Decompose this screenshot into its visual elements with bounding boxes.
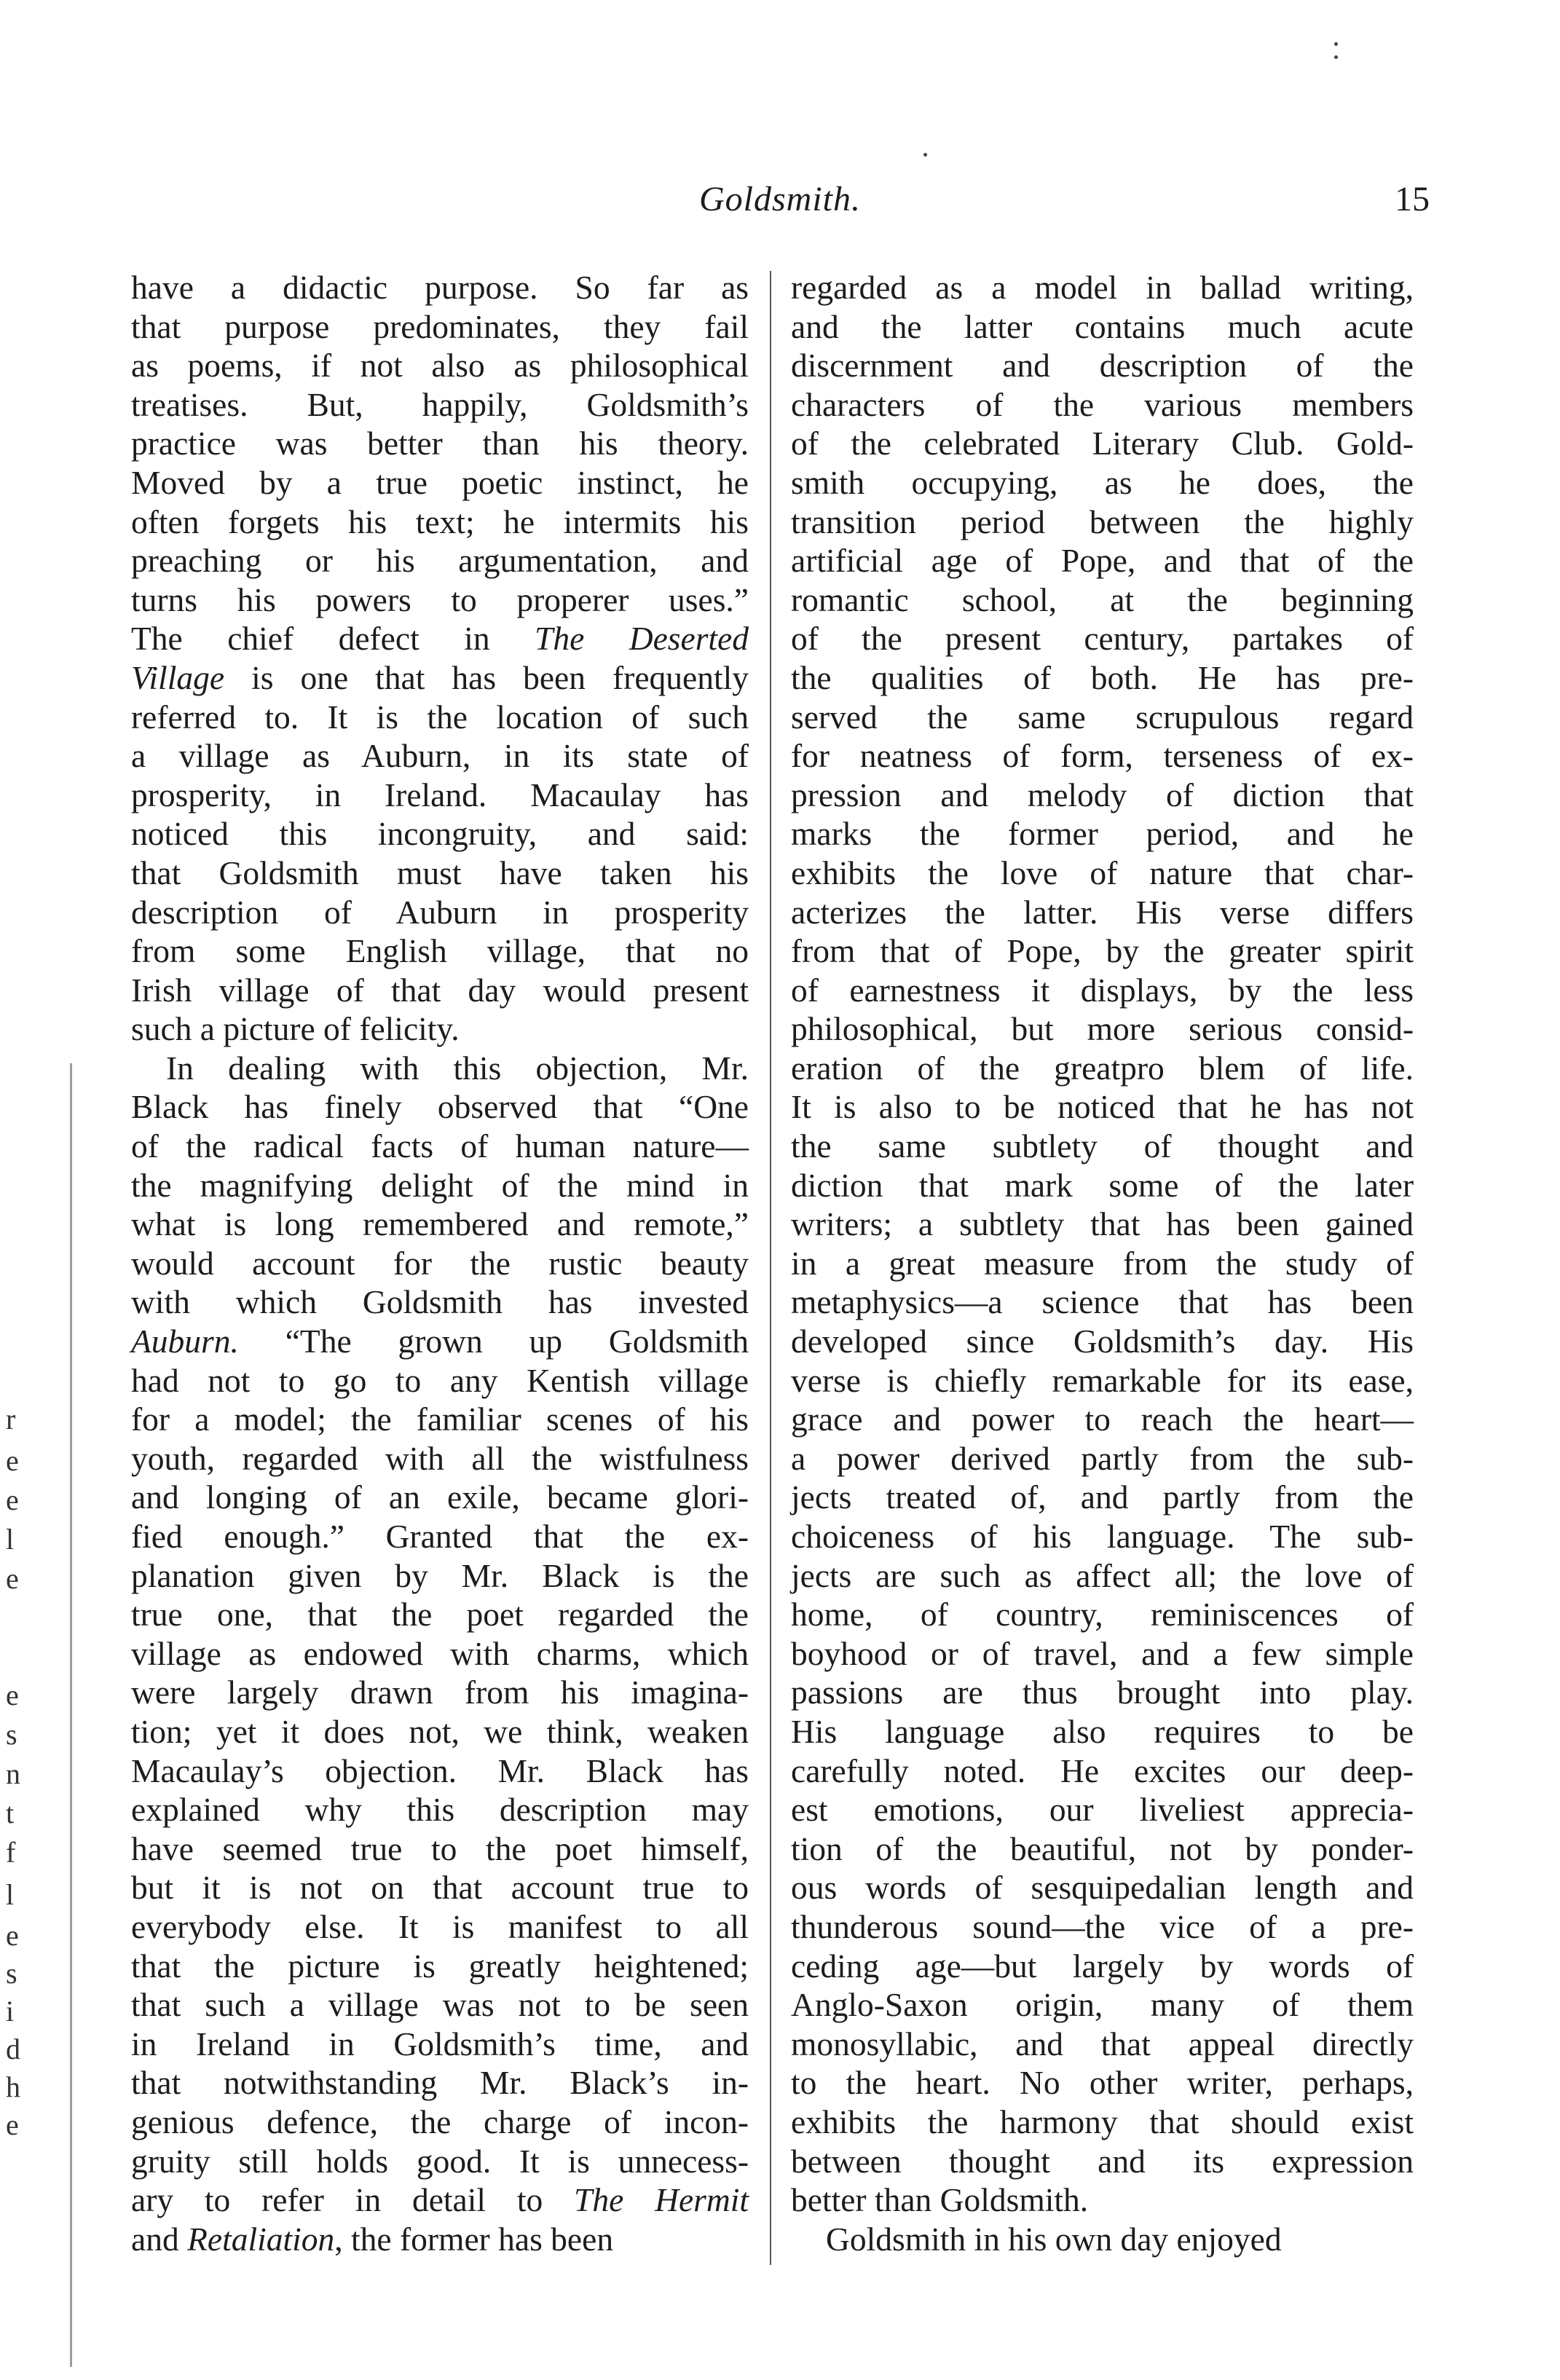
- margin-bleed-char: e: [6, 1562, 19, 1595]
- margin-bleed-char: h: [6, 2070, 20, 2103]
- text-line: writers; a subtlety that has been gained: [791, 1205, 1414, 1243]
- text-line: of the radical facts of human nature—: [131, 1127, 749, 1165]
- text-line: of earnestness it displays, by the less: [791, 971, 1414, 1009]
- column-divider-rule: [770, 271, 771, 2265]
- text-line: exhibits the love of nature that char-: [791, 854, 1414, 891]
- text-line: from some English village, that no: [131, 932, 749, 970]
- text-line: diction that mark some of the later: [791, 1166, 1414, 1204]
- text-line: such a picture of felicity.: [131, 1010, 460, 1048]
- text-line: gruity still holds good. It is unnecess-: [131, 2142, 749, 2180]
- text-line: pression and melody of diction that: [791, 776, 1414, 813]
- text-line: of the celebrated Literary Club. Gold-: [791, 425, 1414, 462]
- text-line: Macaulay’s objection. Mr. Black has: [131, 1751, 749, 1789]
- right-text-column: [791, 268, 1414, 2258]
- text-line: tion of the beautiful, not by ponder-: [791, 1829, 1414, 1867]
- margin-bleed-char: l: [6, 1878, 15, 1911]
- text-line: planation given by Mr. Black is the: [131, 1556, 749, 1594]
- margin-bleed-char: s: [6, 1957, 17, 1990]
- text-line: The chief defect in The Deserted: [131, 620, 749, 658]
- margin-bleed-char: i: [6, 1995, 15, 2028]
- text-line: developed since Goldsmith’s day. His: [791, 1323, 1414, 1360]
- text-line: that notwithstanding Mr. Black’s in-: [131, 2064, 749, 2102]
- ink-speck: [1334, 42, 1338, 46]
- text-line: a power derived partly from the sub-: [791, 1439, 1414, 1477]
- margin-bleed-char: f: [6, 1836, 16, 1869]
- margin-bleed-char: l: [6, 1523, 15, 1556]
- margin-bleed-char: e: [6, 1483, 19, 1516]
- text-line: everybody else. It is manifest to all: [131, 1907, 749, 1945]
- text-line: that purpose predominates, they fail: [131, 307, 749, 345]
- text-line: prosperity, in Ireland. Macaulay has: [131, 776, 749, 813]
- text-line: noticed this incongruity, and said:: [131, 815, 749, 853]
- margin-bleed-char: s: [6, 1718, 17, 1751]
- text-line: true one, that the poet regarded the: [131, 1596, 749, 1634]
- text-line: smith occupying, as he does, the: [791, 463, 1414, 501]
- text-line: Moved by a true poetic instinct, he: [131, 463, 749, 501]
- margin-bleed-char: e: [6, 1679, 19, 1711]
- margin-bleed-char: e: [6, 1919, 19, 1952]
- text-line: the same subtlety of thought and: [791, 1127, 1414, 1165]
- text-line: metaphysics—a science that has been: [791, 1283, 1414, 1321]
- text-line: jects treated of, and partly from the: [791, 1478, 1414, 1516]
- page-number: 15: [1395, 180, 1430, 218]
- text-line: genious defence, the charge of incon-: [131, 2103, 749, 2140]
- text-line: In dealing with this objection, Mr.: [166, 1049, 749, 1087]
- text-line: Anglo-Saxon origin, many of them: [791, 1986, 1414, 2024]
- text-line: between thought and its expression: [791, 2142, 1414, 2180]
- text-line: practice was better than his theory.: [131, 425, 749, 462]
- text-line: boyhood or of travel, and a few simple: [791, 1634, 1414, 1672]
- text-line: explained why this description may: [131, 1791, 749, 1829]
- margin-bleed-char: d: [6, 2033, 20, 2065]
- text-line: choiceness of his language. The sub-: [791, 1518, 1414, 1555]
- text-line: est emotions, our liveliest apprecia-: [791, 1791, 1414, 1829]
- text-line: that the picture is greatly heightened;: [131, 1947, 749, 1985]
- text-line: have a didactic purpose. So far as: [131, 269, 749, 306]
- text-line: artificial age of Pope, and that of the: [791, 542, 1414, 580]
- text-line: treatises. But, happily, Goldsmith’s: [131, 385, 749, 423]
- ink-speck: [923, 153, 927, 157]
- text-line: acterizes the latter. His verse differs: [791, 893, 1414, 931]
- text-line: marks the former period, and he: [791, 815, 1414, 853]
- text-line: better than Goldsmith.: [791, 2181, 1089, 2219]
- text-line: the qualities of both. He has pre-: [791, 658, 1414, 696]
- margin-bleed-char: e: [6, 2108, 19, 2141]
- text-line: description of Auburn in prosperity: [131, 893, 749, 931]
- margin-bleed-char: n: [6, 1757, 20, 1790]
- text-line: discernment and description of the: [791, 347, 1414, 385]
- text-line: Black has finely observed that “One: [131, 1088, 749, 1126]
- text-line: jects are such as affect all; the love of: [791, 1556, 1414, 1594]
- text-line: for neatness of form, terseness of ex-: [791, 737, 1414, 775]
- text-line: and longing of an exile, became glori-: [131, 1478, 749, 1516]
- text-line: grace and power to reach the heart—: [791, 1400, 1414, 1438]
- margin-bleed-char: t: [6, 1797, 15, 1829]
- text-line: carefully noted. He excites our deep-: [791, 1751, 1414, 1789]
- text-line: referred to. It is the location of such: [131, 698, 749, 736]
- text-line: exhibits the harmony that should exist: [791, 2103, 1414, 2140]
- text-line: had not to go to any Kentish village: [131, 1361, 749, 1399]
- text-line: from that of Pope, by the greater spirit: [791, 932, 1414, 970]
- text-line: often forgets his text; he intermits his: [131, 503, 749, 540]
- text-line: with which Goldsmith has invested: [131, 1283, 749, 1321]
- text-line: have seemed true to the poet himself,: [131, 1829, 749, 1867]
- text-line: ceding age—but largely by words of: [791, 1947, 1414, 1985]
- text-line: youth, regarded with all the wistfulness: [131, 1439, 749, 1477]
- text-line: passions are thus brought into play.: [791, 1674, 1414, 1711]
- text-line: the magnifying delight of the mind in: [131, 1166, 749, 1204]
- margin-bleed-char: e: [6, 1444, 19, 1477]
- text-line: to the heart. No other writer, perhaps,: [791, 2064, 1414, 2102]
- text-line: transition period between the highly: [791, 503, 1414, 540]
- text-line: village as endowed with charms, which: [131, 1634, 749, 1672]
- left-text-column: [131, 268, 749, 2258]
- text-line: His language also requires to be: [791, 1712, 1414, 1750]
- text-line: monosyllabic, and that appeal directly: [791, 2025, 1414, 2062]
- text-line: were largely drawn from his imagina-: [131, 1674, 749, 1711]
- ink-speck: [1334, 55, 1338, 59]
- text-line: for a model; the familiar scenes of his: [131, 1400, 749, 1438]
- text-line: served the same scrupulous regard: [791, 698, 1414, 736]
- text-line: It is also to be noticed that he has not: [791, 1088, 1414, 1126]
- text-line: Goldsmith in his own day enjoyed: [826, 2220, 1282, 2258]
- text-line: fied enough.” Granted that the ex-: [131, 1518, 749, 1555]
- text-line: what is long remembered and remote,”: [131, 1205, 749, 1243]
- text-line: that such a village was not to be seen: [131, 1986, 749, 2024]
- text-line: a village as Auburn, in its state of: [131, 737, 749, 775]
- text-line: regarded as a model in ballad writing,: [791, 269, 1414, 306]
- text-line: but it is not on that account true to: [131, 1869, 749, 1907]
- text-line: home, of country, reminiscences of: [791, 1596, 1414, 1634]
- text-line: ous words of sesquipedalian length and: [791, 1869, 1414, 1907]
- text-line: Auburn. “The grown up Goldsmith: [131, 1323, 749, 1360]
- text-line: and Retaliation, the former has been: [131, 2220, 614, 2258]
- text-line: thunderous sound—the vice of a pre-: [791, 1907, 1414, 1945]
- text-line: verse is chiefly remarkable for its ease,: [791, 1361, 1414, 1399]
- text-line: in a great measure from the study of: [791, 1244, 1414, 1282]
- text-line: Village is one that has been frequently: [131, 658, 749, 696]
- text-line: philosophical, but more serious consid-: [791, 1010, 1414, 1048]
- text-line: romantic school, at the beginning: [791, 580, 1414, 618]
- text-line: tion; yet it does not, we think, weaken: [131, 1712, 749, 1750]
- text-line: of the present century, partakes of: [791, 620, 1414, 658]
- text-line: and the latter contains much acute: [791, 307, 1414, 345]
- running-title: Goldsmith.: [698, 180, 861, 218]
- text-line: ary to refer in detail to The Hermit: [131, 2181, 749, 2219]
- text-line: that Goldsmith must have taken his: [131, 854, 749, 891]
- text-line: Irish village of that day would present: [131, 971, 749, 1009]
- text-line: as poems, if not also as philosophical: [131, 347, 749, 385]
- text-line: turns his powers to properer uses.”: [131, 580, 749, 618]
- margin-bleed-char: r: [6, 1403, 16, 1435]
- binding-edge-shadow: [70, 1063, 72, 2367]
- text-line: eration of the greatpro blem of life.: [791, 1049, 1414, 1087]
- text-line: characters of the various members: [791, 385, 1414, 423]
- text-line: would account for the rustic beauty: [131, 1244, 749, 1282]
- text-line: preaching or his argumentation, and: [131, 542, 749, 580]
- text-line: in Ireland in Goldsmith’s time, and: [131, 2025, 749, 2062]
